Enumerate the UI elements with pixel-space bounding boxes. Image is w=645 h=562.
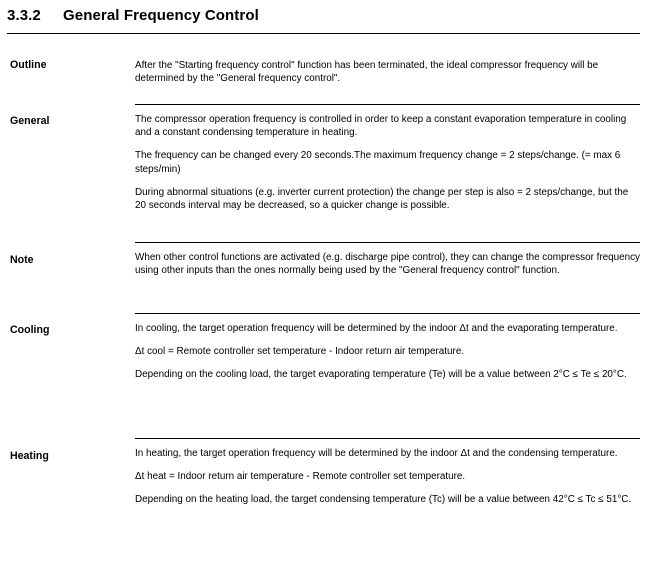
- section-body: [135, 104, 640, 222]
- paragraph: Δt heat = Indoor return air temperature - Remote controller set temperature.: [135, 471, 466, 483]
- section-label: Note: [10, 254, 34, 266]
- section-body: [135, 59, 640, 95]
- paragraph: The frequency can be changed every 20 seconds.The maximum frequency change = 2 steps/change. (= max 6 steps/min): [135, 150, 621, 175]
- paragraph: Depending on the cooling load, the target evaporating temperature (Te) will be a value between 2°C ≤ Te ≤ 20°C.: [135, 369, 627, 381]
- paragraph: After the "Starting frequency control" function has been terminated, the ideal compressor frequency will be determined by the "General frequency control".: [135, 60, 599, 85]
- paragraph: In cooling, the target operation frequency will be determined by the indoor Δt and the evaporating temperature.: [135, 323, 618, 334]
- paragraph: In heating, the target operation frequency will be determined by the indoor Δt and the condensing temperature.: [135, 448, 618, 459]
- section-body: [135, 242, 640, 287]
- section-title: General Frequency Control: [63, 7, 259, 24]
- section-label: Heating: [10, 450, 49, 462]
- section-divider: [135, 104, 640, 105]
- paragraph: When other control functions are activated (e.g. discharge pipe control), they can change the compressor frequency using other inputs than the ones normally being used by the "General frequency control" function.: [135, 252, 640, 277]
- section-label: Cooling: [10, 324, 50, 336]
- section-body: [135, 313, 640, 392]
- section-divider: [135, 242, 640, 243]
- paragraph: Depending on the heating load, the target condensing temperature (Tc) will be a value between 42°C ≤ Tc ≤ 51°C.: [135, 494, 632, 506]
- section-label: Outline: [10, 59, 47, 71]
- section-number: 3.3.2: [7, 7, 41, 24]
- section-body: [135, 438, 640, 517]
- section-label: General: [10, 115, 50, 127]
- section-divider: [135, 313, 640, 314]
- heading-divider: [7, 33, 640, 34]
- paragraph: During abnormal situations (e.g. inverter current protection) the change per step is also = 2 steps/change, but the 20 seconds interval may be decreased, so a quicker change is possible.: [135, 186, 629, 212]
- section-heading: [7, 7, 259, 24]
- section-divider: [135, 438, 640, 439]
- paragraph: The compressor operation frequency is controlled in order to keep a constant evaporation temperature in cooling and a constant condensing temperature in heating.: [135, 114, 627, 139]
- paragraph: Δt cool = Remote controller set temperature - Indoor return air temperature.: [135, 346, 465, 358]
